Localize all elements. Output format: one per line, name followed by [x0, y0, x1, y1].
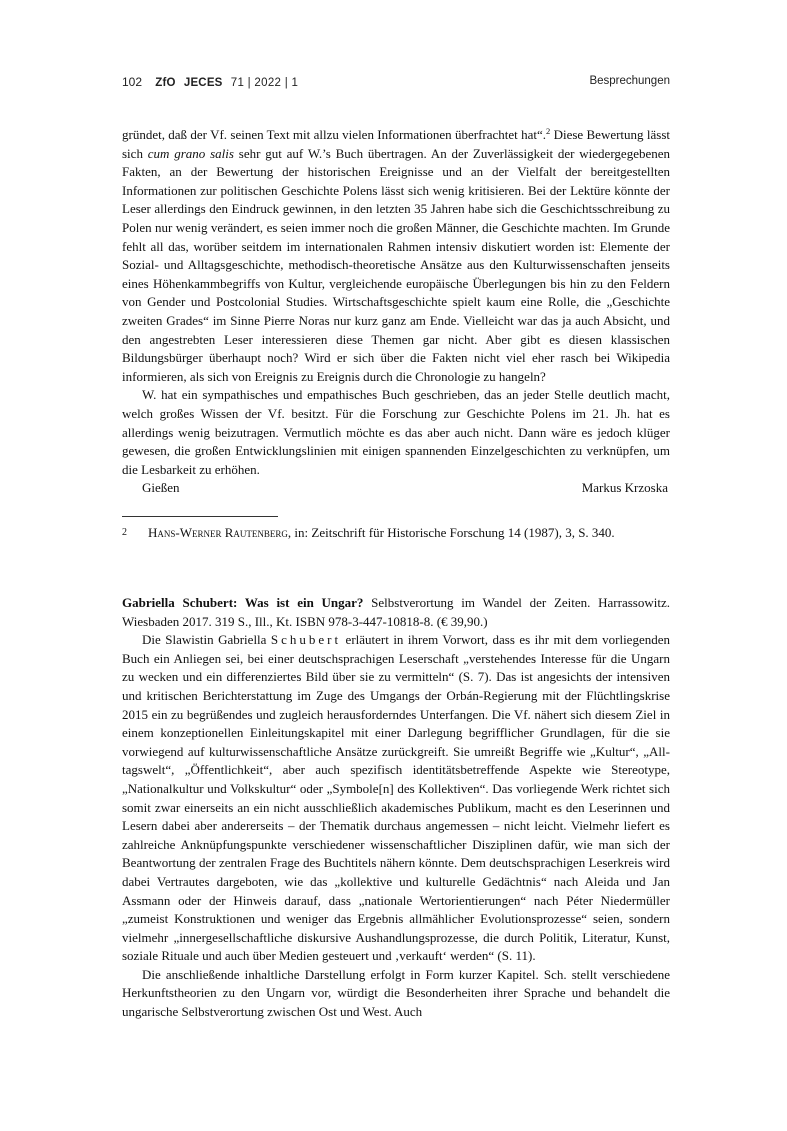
- issue-info: 71 | 2022 | 1: [230, 77, 299, 89]
- italic-phrase: cum grano salis: [147, 145, 234, 161]
- signature-author: Markus Krzoska: [581, 480, 668, 496]
- text-run: erläutert in ihrem Vorwort, dass es ihr mit dem vorliegenden Buch ein Anliegen sei, bei einer deutschsprachigen Leserschaft „verstehendes Interesse für die Ungarn zu wecken und ein differenziertes Bild über sie zu vermitteln“ (S. 7). Das ist angesichts der intensiven und kritischen Berichterstattung im Zuge des Umgangs der Orbán-Regierung mit der Flüchtlingskrise 2015 ein zu begrüßendes und zugleich herausforderndes Unterfangen. Die Vf. nähert sich diesem Ziel in einem konzeptionellen Einleitungskapitel mit einer Darlegung begrifflicher Grundlagen, für die sie vorwiegend auf kulturwissenschaftliche Ansätze zurückgreift. Sie umreißt Begriffe wie „Kultur“, „Alltagswelt“, „Öffentlichkeit“, aber auch spezifisch identitätsbetreffende Aspekte wie Stereotype, „Nationalkultur und Volkskultur“ oder „Symbole[n] des Kollektiven“. Das vorliegende Werk richtet sich somit zwar einerseits an ein nicht ausschließlich akademisches Publikum, macht es den Leserinnen und Lesern dabei aber andererseits – der Thematik durchaus angemessen – nicht leicht. Vielmehr liefert es zahlreiche Anknüpfungspunkte verschiedener wissenschaftlicher Disziplinen dafür, wie man sich der Beantwortung der zentralen Frage des Buchtitels nähern könnte. Dem deutschsprachigen Leserkreis wird dabei Vertrautes dargeboten, wie das „kollektive und kulturelle Gedächtnis“ nach Aleida und Jan Assmann oder der Hinweis darauf, dass „nationale Wertorientierungen“ nach Péter Niedermüller „zumeist Konstruktionen und weniger das Ergebnis allmählicher Evolutionsprozesse“ seien, sondern vielmehr „innergesellschaftliche diskursive Aushandlungsprozesse, die durch Politik, Literatur, Kunst, soziale Rituale und auch über Medien gesteuert und ‚verkauft‘ werden“ (S. 11).: [122, 632, 670, 964]
- section-title: Besprechungen: [589, 75, 670, 87]
- review-article: [122, 594, 670, 1022]
- footnote-number: 2: [122, 527, 127, 538]
- running-header: [122, 75, 670, 93]
- review-continuation: [122, 126, 670, 498]
- review-signature: [122, 479, 670, 498]
- journal-subtitle: JECES: [183, 77, 223, 89]
- text-run: Diese Bewertung lässt sich: [122, 127, 670, 161]
- footnote-author: Hans-Werner Rautenberg: [148, 525, 288, 540]
- header-left: [122, 75, 298, 89]
- footnote-text: [148, 523, 670, 542]
- review-paragraph: Die anschließende inhaltliche Darstellung erfolgt in Form kurzer Kapitel. Sch. stellt verschiedene Herkunftstheorien zu den Ungarn vor, würdigt die Besonderheiten ihrer Sprache und behandelt die ungarische Selbstverortung zwischen Ost und West. Auch: [122, 966, 670, 1020]
- author-name-spaced: Schubert: [270, 632, 342, 648]
- text-run: Die Slawistin Gabriella: [142, 632, 271, 648]
- footnote-reference: 2: [546, 126, 551, 136]
- review-bibliography: Selbstverortung im Wandel der Zeiten. Harrassowitz. Wiesbaden 2017. 319 S., Ill., Kt. ISBN 978-3-447-10818-8. (€ 39,90.): [122, 595, 670, 629]
- text-run: sehr gut auf W.’s Buch übertragen. An der Zuverlässigkeit der wiedergegebenen Fakten, an der Bewertung der historischen Ereignisse und an der Vielfalt der bereitgestellten Informationen zur politischen Geschichte Polens lässt sich wenig kritisieren. Bei der Lektüre könnte der Leser allerdings den Eindruck gewinnen, in den letzten 35 Jahren habe sich die Geschichtsschreibung zu Polen nur wenig verändert, es seien immer noch die großen Männer, die Geschichte machten. Im Grunde fehlt all das, worüber seitdem im internationalen Rahmen intensiv diskutiert worden ist: Elemente der Sozial- und Alltagsgeschichte, methodisch-theoretische Ansätze aus den Kulturwissenschaften jenseits eines Höhenkammbegriffs von Kultur, vergleichende europäische Überlegungen bis hin zu den Feldern von Gender und Postcolonial Studies. Wirtschaftsgeschichte spielt kaum eine Rolle, die „Geschichte zweiten Grades“ im Sinne Pierre Noras nur kurz ganz am Ende. Vielleicht war das ja auch Absicht, und den angestrebten Leser interessieren diese Themen gar nicht. Aber gibt es diesen klassischen Bildungsbürger überhaupt noch? Wird er sich über die Fakten nicht viel eher rasch bei Wikipedia informieren, als sich von Ereignis zu Ereignis durch die Chronologie zu hangeln?: [122, 145, 670, 384]
- page-number: 102: [122, 75, 143, 89]
- footnote-citation: , in: Zeitschrift für Historische Forschung 14 (1987), 3, S. 340.: [287, 525, 615, 540]
- footnote: [122, 523, 670, 542]
- text-run: gründet, daß der Vf. seinen Text mit allzu vielen Informationen überfrachtet hat“.: [122, 127, 546, 142]
- signature-place: Gießen: [142, 480, 180, 496]
- footnote-divider: [122, 516, 278, 517]
- review-title: Gabriella Schubert: Was ist ein Ungar?: [122, 595, 364, 610]
- review-paragraph: [122, 126, 670, 386]
- journal-name: ZfO: [155, 77, 176, 89]
- review-paragraph: W. hat ein sympathisches und empathisches Buch geschrieben, das an jeder Stelle deutlich macht, welch großes Wissen der Vf. besitzt. Für die Forschung zur Geschichte Polens im 21. Jh. hat es allerdings wenig beizutragen. Vermutlich möchte es das aber auch nicht. Dann wäre es jedoch klüger gewesen, die großen Entwicklungslinien mit einigen spannenden Einzelgeschichten zu verknüpfen, um die Lesbarkeit zu erhöhen.: [122, 387, 670, 477]
- review-heading: [122, 594, 670, 631]
- review-paragraph: [122, 631, 670, 966]
